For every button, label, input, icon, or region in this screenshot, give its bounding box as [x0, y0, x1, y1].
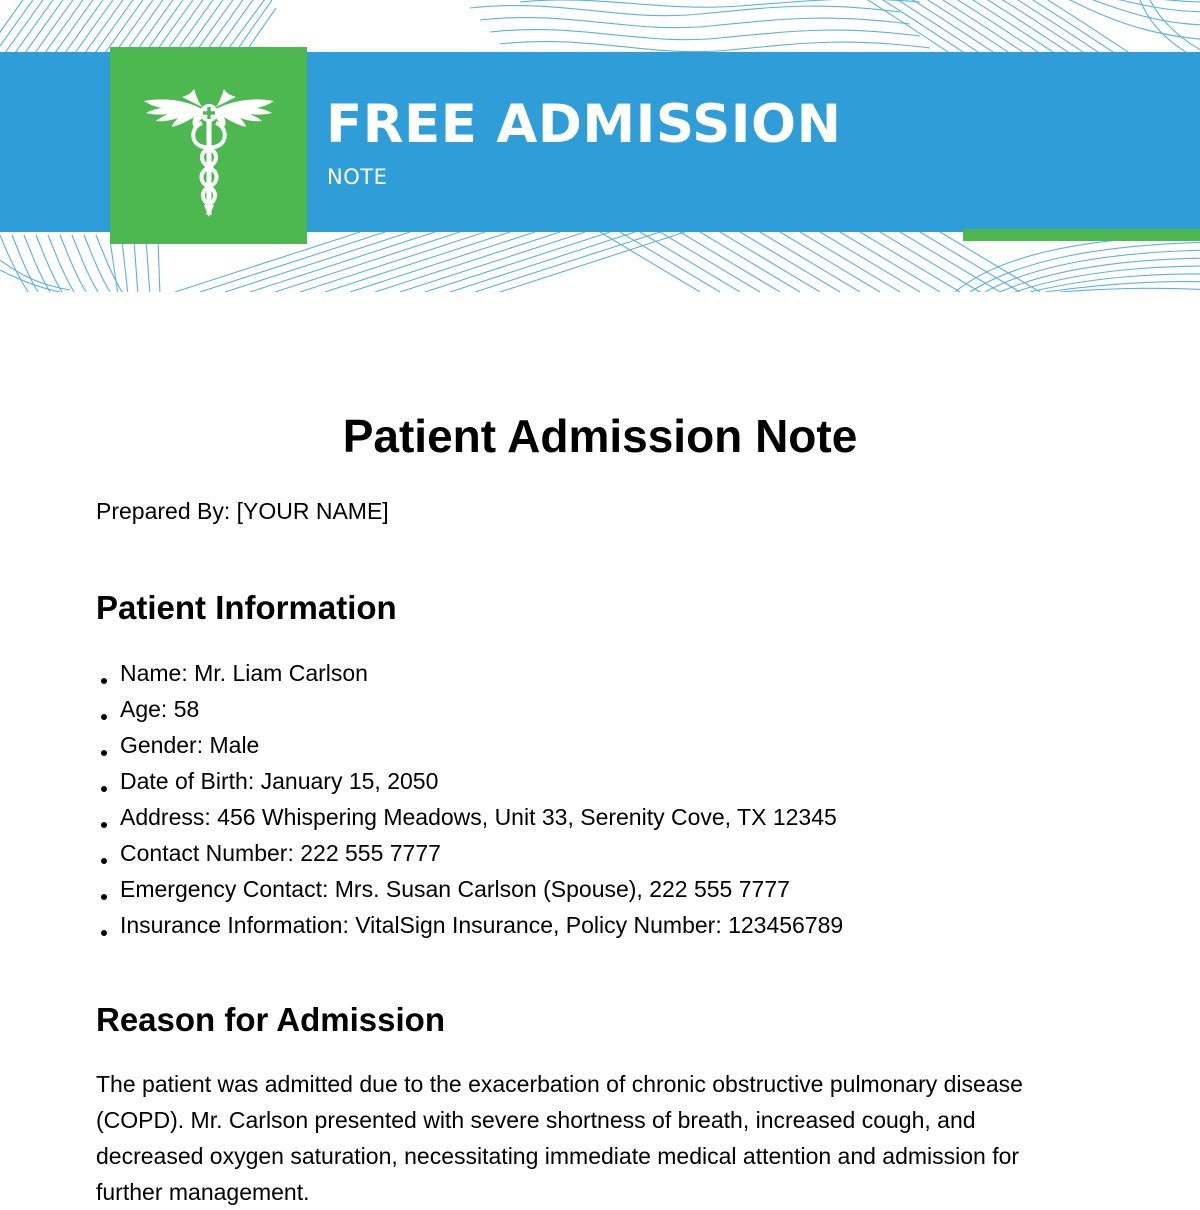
header-green-accent-bar — [963, 229, 1200, 241]
bullet-icon — [101, 786, 107, 792]
section-heading-patient-information: Patient Information — [96, 589, 397, 626]
bullet-icon — [101, 714, 107, 720]
list-item — [96, 763, 843, 799]
document-header-banner — [0, 0, 1200, 292]
list-item — [96, 691, 843, 727]
header-subtitle: NOTE — [327, 165, 388, 189]
list-item — [96, 871, 843, 907]
logo-box — [110, 47, 307, 244]
list-item — [96, 655, 843, 691]
header-title: FREE ADMISSION — [326, 94, 842, 155]
bullet-icon — [101, 750, 107, 756]
list-item-text: Insurance Information: VitalSign Insurance, Policy Number: 123456789 — [120, 912, 844, 938]
page-title: Patient Admission Note — [342, 410, 858, 462]
bullet-icon — [101, 930, 107, 936]
caduceus-icon — [142, 87, 276, 217]
patient-info-list — [96, 655, 843, 943]
list-item — [96, 835, 843, 871]
bullet-icon — [101, 858, 107, 864]
section-heading-reason-for-admission: Reason for Admission — [96, 1001, 445, 1038]
reason-for-admission-paragraph: The patient was admitted due to the exacerbation of chronic obstructive pulmonary disease (COPD). Mr. Carlson presented with severe shortness of breath, increased cough, and decreased oxygen saturation, necessitating immediate medical attention and admission for further management. — [96, 1071, 1023, 1205]
list-item — [96, 907, 843, 943]
bullet-icon — [101, 894, 107, 900]
list-item — [96, 799, 843, 835]
list-item-text: Name: Mr. Liam Carlson — [120, 660, 368, 686]
list-item-text: Contact Number: 222 555 7777 — [120, 840, 441, 866]
bullet-icon — [101, 822, 107, 828]
list-item-text: Gender: Male — [120, 732, 260, 758]
list-item — [96, 727, 843, 763]
list-item-text: Date of Birth: January 15, 2050 — [120, 768, 439, 794]
list-item-text: Age: 58 — [120, 696, 200, 722]
list-item-text: Emergency Contact: Mrs. Susan Carlson (Spouse), 222 555 7777 — [120, 876, 790, 902]
prepared-by-line: Prepared By: [YOUR NAME] — [96, 498, 389, 524]
bullet-icon — [101, 678, 107, 684]
list-item-text: Address: 456 Whispering Meadows, Unit 33, Serenity Cove, TX 12345 — [120, 804, 837, 830]
